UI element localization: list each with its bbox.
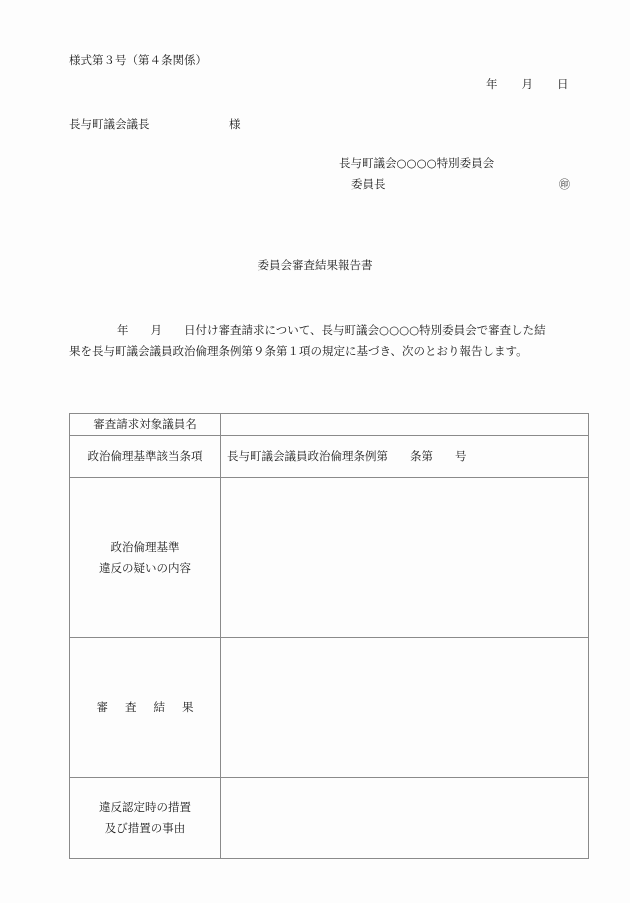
field-violation-suspicion[interactable] <box>221 478 589 638</box>
addressee-honorific: 様 <box>229 117 241 131</box>
document-title: 委員会審査結果報告書 <box>257 258 373 272</box>
label-applicable-clause: 政治倫理基準該当条項 <box>70 436 221 478</box>
form-number: 様式第３号（第４条関係） <box>69 53 207 67</box>
date-month-label: 月 <box>521 77 533 91</box>
label-violation-suspicion-line-2: 違反の疑いの内容 <box>99 560 191 575</box>
clause-prefix: 長与町議会議員政治倫理条例第 <box>227 449 388 463</box>
label-review-result <box>70 638 221 778</box>
label-violation-suspicion <box>70 478 221 638</box>
report-table <box>69 413 589 859</box>
label-measures-line-2: 及び措置の事由 <box>104 821 186 835</box>
field-review-result[interactable] <box>221 638 589 778</box>
body-line-1-text: 日付け審査請求について、長与町議会○○○○特別委員会で審査した結 <box>184 323 546 337</box>
table-row-applicable-clause <box>70 436 589 478</box>
body-year-label: 年 <box>117 323 129 337</box>
field-measures[interactable] <box>221 778 589 859</box>
label-measures-line-1: 違反認定時の措置 <box>99 800 191 814</box>
body-month-label: 月 <box>150 323 162 337</box>
table-row-target-member <box>70 414 589 436</box>
body-line-1 <box>69 320 589 341</box>
clause-article-label: 条第 <box>410 449 433 463</box>
label-violation-suspicion-line-1: 政治倫理基準 <box>110 539 180 554</box>
label-review-result-text: 審査結果 <box>96 700 211 714</box>
seal-icon: ㊞ <box>559 178 570 191</box>
sender-organization: 長与町議会○○○○特別委員会 <box>339 156 495 170</box>
date-line <box>486 79 569 91</box>
date-day-label: 日 <box>557 77 569 91</box>
label-target-member: 審査請求対象議員名 <box>70 414 221 436</box>
table-row-violation-suspicion <box>70 478 589 638</box>
table-row-review-result <box>70 638 589 778</box>
label-measures <box>70 778 221 859</box>
body-paragraph <box>69 320 589 362</box>
field-applicable-clause[interactable] <box>221 436 589 478</box>
clause-item-label: 号 <box>455 449 467 463</box>
body-line-2: 果を長与町議会議員政治倫理条例第９条第１項の規定に基づき、次のとおり報告します。 <box>69 344 528 358</box>
sender-title: 委員長 <box>351 177 386 191</box>
table-row-measures <box>70 778 589 859</box>
field-target-member[interactable] <box>221 414 589 436</box>
date-year-label: 年 <box>486 77 498 91</box>
addressee-name: 長与町議会議長 <box>69 117 150 131</box>
